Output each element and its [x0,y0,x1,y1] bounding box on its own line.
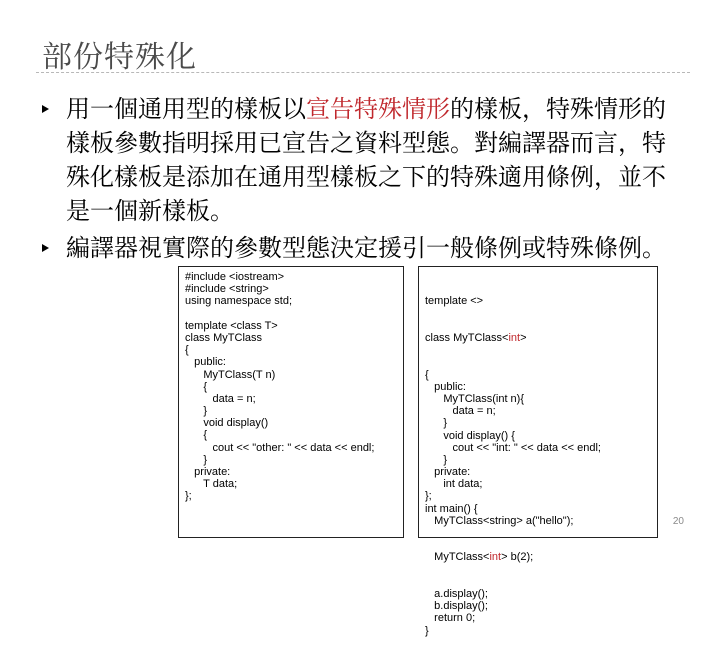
code-line: data = n; [425,405,496,418]
code-line: { [185,344,189,357]
slide-title: 部份特殊化 [42,40,197,75]
code-line: cout << "int: " << data << endl; [425,441,601,454]
code-line: { [185,380,208,393]
code-line: MyTClass(int n){ [425,392,525,405]
code-line: cout << "other: " << data << endl; [185,441,375,454]
code-line: } [185,453,208,466]
code-line: private: [185,466,231,478]
bullet-2-text-before: 編譯器視實際的參數型態決定援引一般條例或特殊條例。 [66,234,666,262]
code-line: }; [185,490,192,503]
code-line: MyTClass(T n) [185,368,276,381]
bullet-marker-icon [42,105,49,113]
bullet-2-text [66,231,682,265]
code-block [425,588,651,637]
code-line: class MyTClass [185,331,263,344]
code-line: using namespace std; [185,295,293,308]
code-line: public: [425,380,466,393]
code-line: void display() { [425,429,515,442]
code-highlight-int: int [489,551,502,564]
bullet-1-highlight: 宣告特殊情形 [306,95,450,123]
bullet-marker-icon [42,244,49,252]
code-line: #include <string> [185,283,269,296]
code-line: return 0; [425,612,476,625]
code-text: > [520,332,527,344]
code-text: class MyTClass< [425,332,509,344]
code-box-specialized-template [418,266,658,637]
bullet-2 [42,231,682,265]
code-line: void display() [185,417,269,430]
code-line: }; [425,490,432,503]
bullet-1-text [66,92,682,228]
code-line [425,551,651,563]
code-line: data = n; [185,392,256,405]
code-box-generic-template [178,266,404,538]
code-block [425,369,651,527]
code-text: MyTClass< [425,551,490,564]
title-divider [36,72,690,73]
bullet-1 [42,92,682,228]
code-line: #include <iostream> [185,271,285,283]
code-line: { [425,368,429,381]
code-text: > b(2); [501,551,534,564]
bullet-1-text-before: 用一個通用型的樣板以 [66,95,306,123]
code-line: { [185,429,208,442]
code-line: a.display(); [425,588,488,601]
code-line: public: [185,356,226,369]
bullet-1-text-after: 的樣板，特殊情形的樣板參數指明採用已宣告之資料型態。對編譯器而言，特殊化樣板是添加在通用型樣板之下的特殊適用條例，並不是一個新樣板。 [66,95,666,225]
code-line [185,308,397,320]
page-number: 20 [672,516,684,527]
code-line: } [425,417,448,430]
code-line: template <> [425,295,484,308]
code-line: int data; [425,478,483,491]
code-line: template <class T> [185,319,278,332]
code-line [425,332,651,344]
code-highlight-int: int [508,332,521,344]
code-line: MyTClass<string> a("hello"); [425,514,574,527]
code-line: int main() { [425,502,478,515]
code-line: T data; [185,478,238,491]
code-line: } [425,624,429,637]
code-line: b.display(); [425,600,488,613]
code-line: private: [425,466,471,479]
code-line: } [425,453,448,466]
code-line: } [185,405,208,418]
